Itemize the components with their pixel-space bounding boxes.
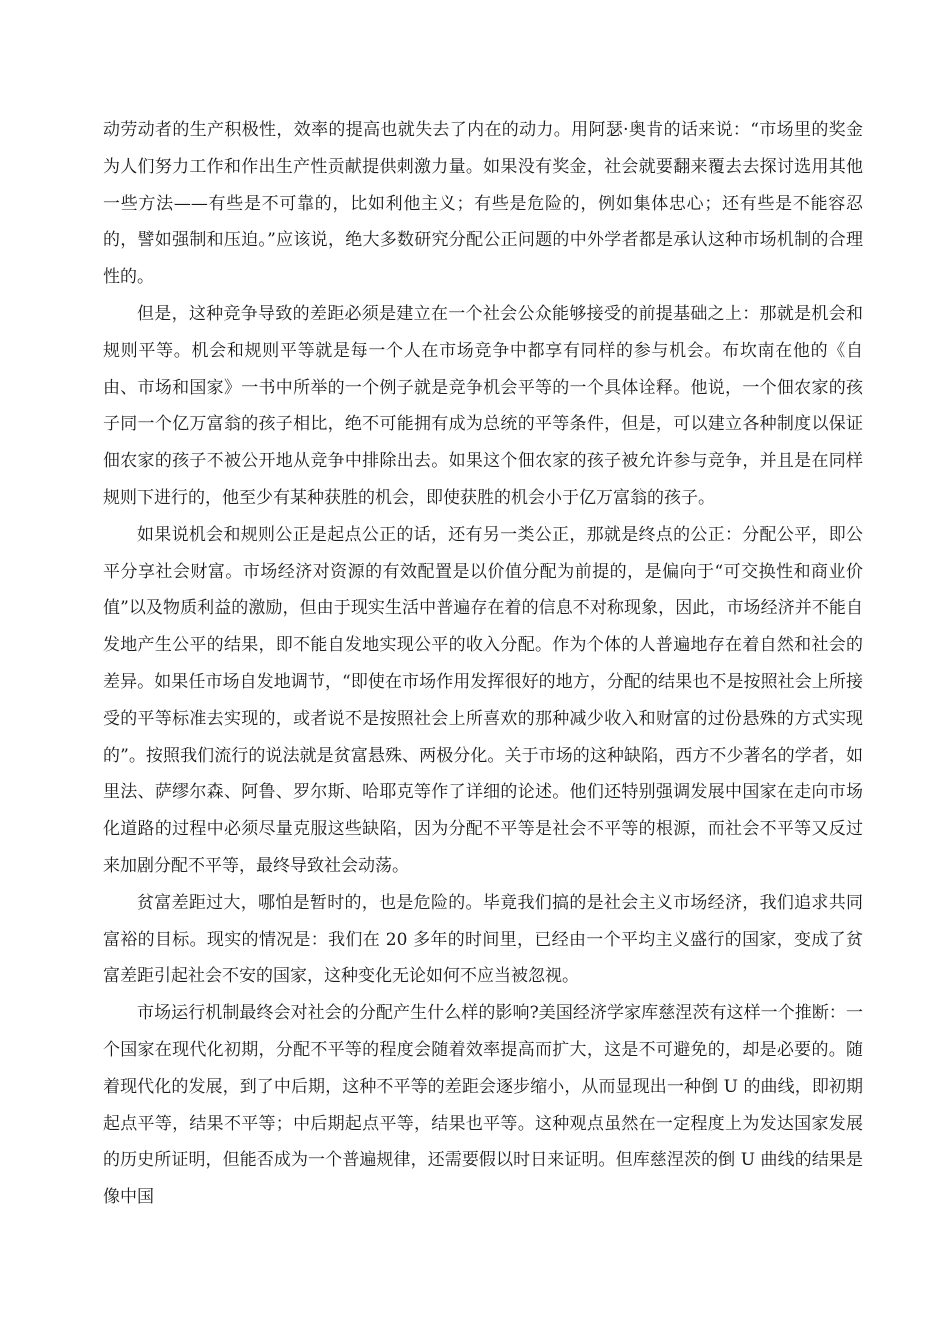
- paragraph-2: 但是，这种竞争导致的差距必须是建立在一个社会公众能够接受的前提基础之上：那就是机会和规则平等。机会和规则平等就是每一个人在市场竞争中都享有同样的参与机会。布坎南在他的《自由、市场和国家》一书中所举的一个例子就是竞争机会平等的一个具体诠释。他说，一个佃农家的孩子同一个亿万富翁的孩子相比，绝不可能拥有成为总统的平等条件，但是，可以建立各种制度以保证佃农家的孩子不被公开地从竞争中排除出去。如果这个佃农家的孩子被允许参与竞争，并且是在同样规则下进行的，他至少有某种获胜的机会，即使获胜的机会小于亿万富翁的孩子。: [103, 303, 863, 508]
- paragraph-4: 贫富差距过大，哪怕是暂时的，也是危险的。毕竟我们搞的是社会主义市场经济，我们追求共同富裕的目标。现实的情况是：我们在 20 多年的时间里，已经由一个平均主义盛行的国家，变成了贫富差距引起社会不安的国家，这种变化无论如何不应当被忽视。: [103, 892, 863, 987]
- paragraph-3: 如果说机会和规则公正是起点公正的话，还有另一类公正，那就是终点的公正：分配公平，即公平分享社会财富。市场经济对资源的有效配置是以价值分配为前提的，是偏向于“可交换性和商业价值”以及物质利益的激励，但由于现实生活中普遍存在着的信息不对称现象，因此，市场经济并不能自发地产生公平的结果，即不能自发地实现公平的收入分配。作为个体的人普遍地存在着自然和社会的差异。如果任市场自发地调节，“即使在市场作用发挥很好的地方，分配的结果也不是按照社会上所接受的平等标准去实现的，或者说不是按照社会上所喜欢的那种减少收入和财富的过份悬殊的方式实现的”。按照我们流行的说法就是贫富悬殊、两极分化。关于市场的这种缺陷，西方不少著名的学者，如里法、萨缪尔森、阿鲁、罗尔斯、哈耶克等作了详细的论述。他们还特别强调发展中国家在走向市场化道路的过程中必须尽量克服这些缺陷，因为分配不平等是社会不平等的根源，而社会不平等又反过来加剧分配不平等，最终导致社会动荡。: [103, 524, 863, 876]
- paragraph-5: 市场运行机制最终会对社会的分配产生什么样的影响?美国经济学家库慈涅茨有这样一个推断：一个国家在现代化初期，分配不平等的程度会随着效率提高而扩大，这是不可避免的，却是必要的。随着现代化的发展，到了中后期，这种不平等的差距会逐步缩小，从而显现出一种倒 U 的曲线，即初期起点平等，结果不平等；中后期起点平等，结果也平等。这种观点虽然在一定程度上为发达国家发展的历史所证明，但能否成为一个普遍规律，还需要假以时日来证明。但库慈涅茨的倒 U 曲线的结果是像中国: [103, 1003, 863, 1208]
- document-body: [103, 112, 863, 1216]
- paragraph-1: 动劳动者的生产积极性，效率的提高也就失去了内在的动力。用阿瑟·奥肯的话来说：“市场里的奖金为人们努力工作和作出生产性贡献提供刺激力量。如果没有奖金，社会就要翻来覆去去探讨选用其他一些方法——有些是不可靠的，比如利他主义；有些是危险的，例如集体忠心；还有些是不能容忍的，譬如强制和压迫。”应该说，绝大多数研究分配公正问题的中外学者都是承认这种市场机制的合理性的。: [103, 120, 863, 288]
